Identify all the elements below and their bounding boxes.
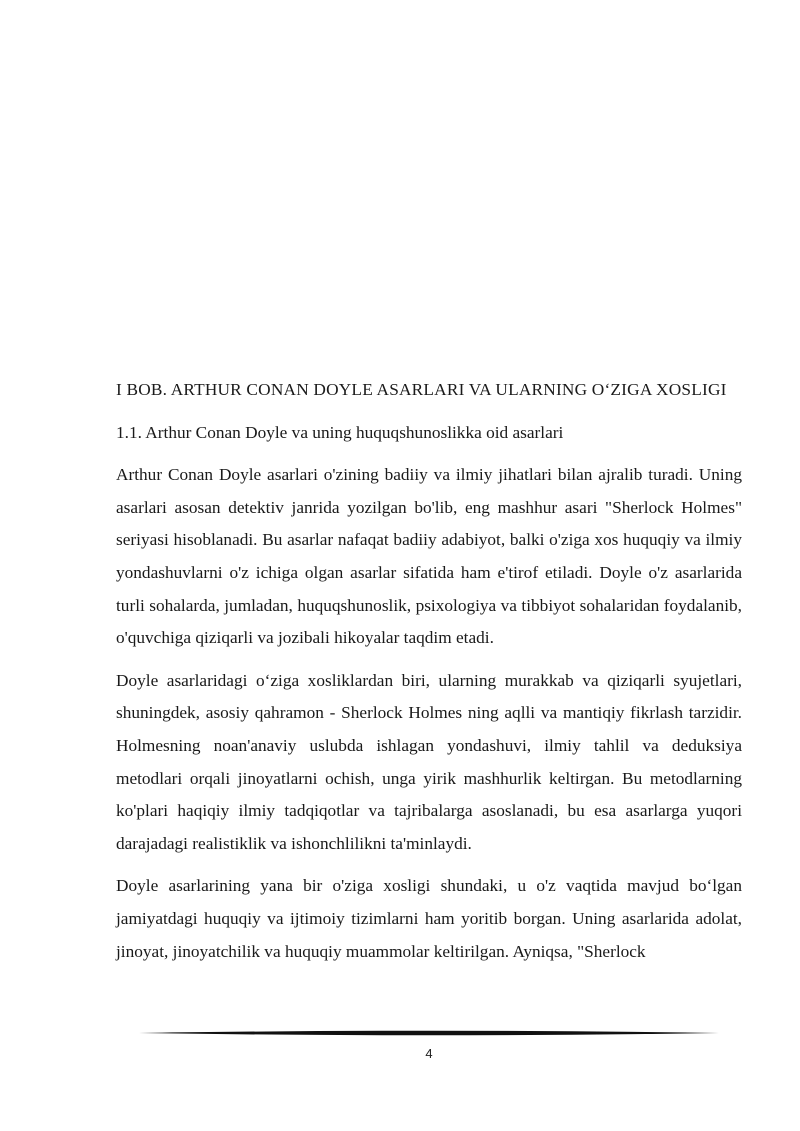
paragraph-2: Doyle asarlaridagi o‘ziga xosliklardan biri, ularning murakkab va qiziqarli syujetlari, shuningdek, asosiy qahramon - Sherlock Holmes ning aqlli va mantiqiy fikrlash tarzidir. Holmesning noan'anaviy uslubda ishlagan yondashuvi, ilmiy tahlil va deduksiya metodlari orqali jinoyatlarni ochish, unga yirik mashhurlik keltirgan. Bu metodlarning ko'plari haqiqiy ilmiy tadqiqotlar va tajribalarga asoslanadi, bu esa asarlarga yuqori darajadagi realistiklik va ishonchlilikni ta'minlaydi. xyxy=(116,670,742,853)
paragraph-3: Doyle asarlarining yana bir o'ziga xosligi shundaki, u o'z vaqtida mavjud bo‘lgan jamiyatdagi huquqiy va ijtimoiy tizimlarni ham yoritib borgan. Uning asarlarida adolat, jinoyat, jinoyatchilik va huquqiy muammolar keltirilgan. Ayniqsa, "Sherlock xyxy=(116,876,742,961)
section-title: 1.1. Arthur Conan Doyle va uning huquqshunoslikka oid asarlari xyxy=(116,422,564,442)
page-body xyxy=(116,374,742,968)
chapter-title: I BOB. ARTHUR CONAN DOYLE ASARLARI VA ULARNING O‘ZIGA XOSLIGI xyxy=(116,380,727,399)
page-number: 4 xyxy=(425,1046,433,1061)
footer-divider xyxy=(139,1030,719,1036)
paragraph-1: Arthur Conan Doyle asarlari o'zining badiiy va ilmiy jihatlari bilan ajralib turadi. Uning asarlari asosan detektiv janrida yozilgan bo'lib, eng mashhur asari "Sherlock Holmes" seriyasi hisoblanadi. Bu asarlar nafaqat badiiy adabiyot, balki o'ziga xos huquqiy va ilmiy yondashuvlarni o'z ichiga olgan asarlar sifatida ham e'tirof etiladi. Doyle o'z asarlarida turli sohalarda, jumladan, huquqshunoslik, psixologiya va tibbiyot sohalaridan foydalanib, o'quvchiga qiziqarli va jozibali hikoyalar taqdim etadi. xyxy=(116,465,742,648)
